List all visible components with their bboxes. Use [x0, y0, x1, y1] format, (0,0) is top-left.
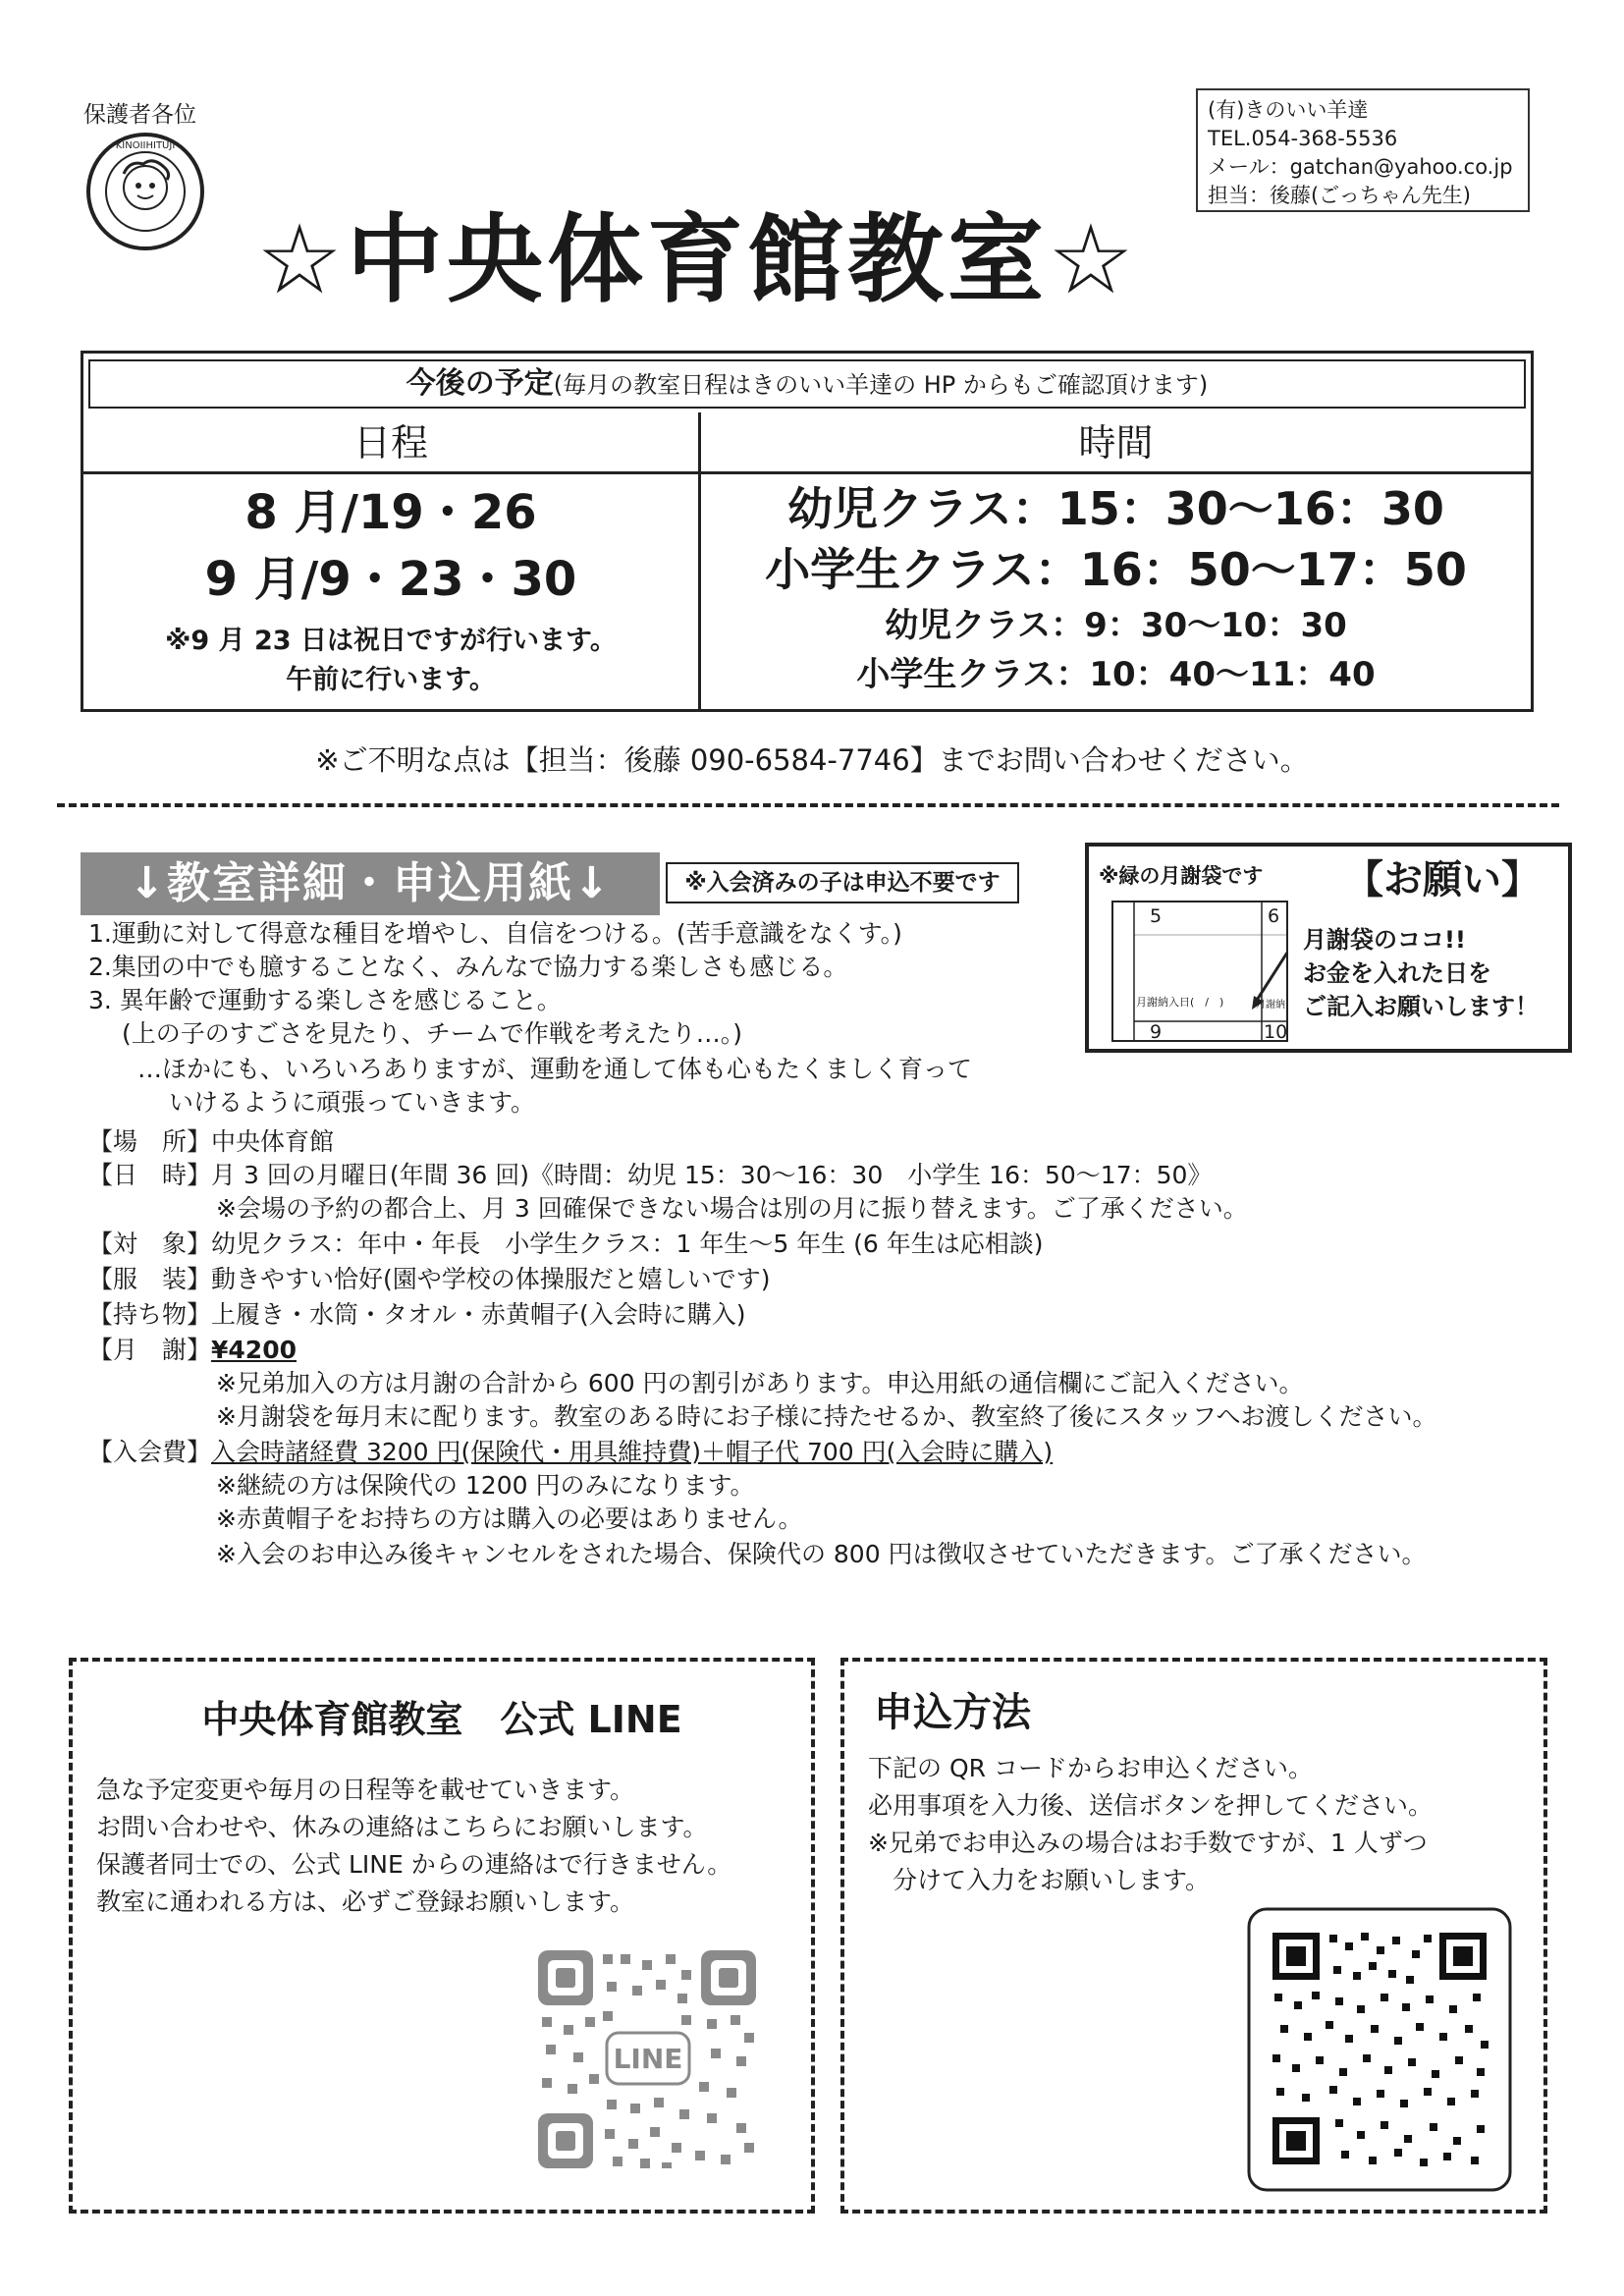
detail-label: 【月 謝】	[88, 1336, 212, 1364]
time-kindergarten-monday: 幼児クラス：15：30〜16：30	[787, 482, 1444, 535]
inquiry-note: ※ご不明な点は【担当：後藤 090-6584-7746】までお問い合わせください。	[315, 743, 1309, 777]
line-box-line-2: お問い合わせや、休みの連絡はこちらにお願いします。	[96, 1813, 708, 1841]
goal-3-detail: (上の子のすごさを見たり、チームで作戦を考えたり…。)	[122, 1019, 743, 1048]
line-qr-code[interactable]	[534, 1946, 760, 2172]
page-title: ☆中央体育館教室☆	[256, 204, 1138, 316]
detail-value: 上履き・水筒・タオル・赤黄帽子(入会時に購入)	[211, 1300, 746, 1329]
detail-target	[88, 1228, 1044, 1261]
detail-belongings	[88, 1298, 746, 1332]
application-box	[840, 1658, 1547, 2214]
detail-value: 幼児クラス：年中・年長 小学生クラス：1 年生〜5 年生 (6 年生は応相談)	[211, 1230, 1044, 1258]
addressee: 保護者各位	[83, 102, 196, 128]
time-kindergarten-holiday: 幼児クラス：9：30〜10：30	[885, 606, 1347, 645]
request-line-3: ご記入お願いします！	[1303, 993, 1539, 1020]
line-official-box	[69, 1658, 815, 2214]
application-qr-code[interactable]	[1247, 1907, 1512, 2192]
schedule-heading	[88, 359, 1526, 409]
schedule-note-2: 午前に行います。	[286, 665, 496, 695]
detail-datetime	[88, 1159, 1212, 1192]
details-banner-note: ※入会済みの子は申込不要です	[666, 862, 1019, 903]
request-line-1: 月謝袋のココ!!	[1303, 926, 1466, 954]
detail-enrollment-note-2: ※赤黄帽子をお持ちの方は購入の必要はありません。	[216, 1504, 803, 1533]
goal-2: 2.集団の中でも臆することなく、みんなで協力する楽しさも感じる。	[88, 953, 848, 981]
svg-text:KINOIIHITUJI: KINOIIHITUJI	[115, 140, 176, 151]
apply-box-line-3: ※兄弟でお申込みの場合はお手数ですが、1 人ずつ	[868, 1829, 1428, 1857]
envelope-cell-9: 9	[1150, 1021, 1163, 1043]
detail-label: 【場 所】	[88, 1127, 212, 1156]
detail-clothing	[88, 1263, 771, 1296]
request-line-2: お金を入れた日を	[1303, 959, 1491, 987]
details-banner: ↓教室詳細・申込用紙↓	[81, 852, 660, 915]
time-elementary-holiday: 小学生クラス：10：40〜11：40	[856, 655, 1376, 694]
apply-box-line-1: 下記の QR コードからお申込ください。	[868, 1754, 1313, 1782]
line-qr-label: LINE	[613, 2043, 683, 2075]
schedule-heading-note: (毎月の教室日程はきのいい羊達の HP からもご確認頂けます)	[553, 371, 1209, 399]
request-title: 【お願い】	[1344, 857, 1541, 902]
schedule-september: 9 月/9・23・30	[204, 552, 577, 607]
contact-company: (有)きのいい羊達	[1208, 98, 1369, 122]
line-box-text	[96, 1772, 731, 1921]
line-box-line-3: 保護者同士での、公式 LINE からの連絡はで行きません。	[96, 1850, 732, 1879]
detail-label: 【入会費】	[88, 1438, 212, 1466]
line-box-line-4: 教室に通われる方は、必ずご登録お願いします。	[96, 1887, 635, 1916]
detail-label: 【服 装】	[88, 1265, 212, 1293]
contact-person: 担当：後藤(ごっちゃん先生)	[1208, 184, 1471, 207]
detail-value: 入会時諸経費 3200 円(保険代・用具維持費)＋帽子代 700 円(入会時に購入)	[211, 1438, 1054, 1466]
detail-value: 動きやすい恰好(園や学校の体操服だと嬉しいです)	[211, 1265, 771, 1293]
goal-more-1: …ほかにも、いろいろありますが、運動を通して体も心もたくましく育って	[137, 1055, 973, 1083]
request-message	[1303, 923, 1539, 1023]
detail-label: 【日 時】	[88, 1161, 212, 1189]
apply-box-line-4: 分けて入力をお願いします。	[868, 1866, 1211, 1894]
detail-fee-note-2: ※月謝袋を毎月末に配ります。教室のある時にお子様に持たせるか、教室終了後にスタッフへお渡しください。	[216, 1402, 1437, 1431]
column-header-time: 時間	[1078, 421, 1154, 465]
goal-more-2: いけるように頑張っていきます。	[169, 1088, 536, 1117]
contact-tel: TEL.054-368-5536	[1208, 127, 1398, 150]
detail-label: 【対 象】	[88, 1230, 212, 1258]
detail-fee	[88, 1334, 297, 1367]
detail-enrollment-note-1: ※継続の方は保険代の 1200 円のみになります。	[216, 1471, 755, 1500]
detail-fee-note-1: ※兄弟加入の方は月謝の合計から 600 円の割引があります。申込用紙の通信欄にご記入ください。	[216, 1369, 1304, 1397]
detail-value: ¥4200	[211, 1336, 297, 1364]
column-header-date: 日程	[352, 421, 428, 465]
detail-value: 月 3 回の月曜日(年間 36 回)《時間：幼児 15：30〜16：30 小学生 16：50〜17：50》	[211, 1161, 1213, 1189]
line-box-title: 中央体育館教室 公式 LINE	[201, 1698, 682, 1741]
apply-box-text	[868, 1750, 1433, 1899]
detail-enrollment	[88, 1436, 1053, 1469]
company-logo	[84, 131, 206, 252]
cut-line	[57, 803, 1559, 807]
detail-enrollment-note-3: ※入会のお申込み後キャンセルをされた場合、保険代の 800 円は徴収させていただきます。ご了承ください。	[216, 1540, 1427, 1568]
envelope-date-field: 月謝納入日( / )	[1136, 996, 1224, 1009]
apply-box-line-2: 必用事項を入力後、送信ボタンを押してください。	[868, 1791, 1434, 1820]
apply-box-title: 申込方法	[874, 1690, 1031, 1735]
schedule-august: 8 月/19・26	[244, 485, 537, 540]
schedule-heading-bold: 今後の予定	[406, 366, 554, 401]
detail-place	[88, 1125, 334, 1159]
envelope-cell-6: 6	[1268, 905, 1280, 927]
envelope-cell-5: 5	[1150, 905, 1163, 927]
schedule-row-divider	[83, 471, 1531, 474]
contact-box	[1196, 88, 1530, 212]
schedule-note-1: ※9 月 23 日は祝日ですが行います。	[165, 626, 617, 656]
time-elementary-monday: 小学生クラス：16：50〜17：50	[765, 543, 1467, 596]
request-box	[1085, 843, 1572, 1053]
contact-mail: メール：gatchan@yahoo.co.jp	[1208, 155, 1513, 179]
goal-3: 3. 異年齢で運動する楽しさを感じること。	[88, 986, 562, 1014]
detail-value: 中央体育館	[211, 1127, 335, 1156]
detail-datetime-note: ※会場の予約の都合上、月 3 回確保できない場合は別の月に振り替えます。ご了承ください。	[216, 1194, 1248, 1223]
line-box-line-1: 急な予定変更や毎月の日程等を載せていきます。	[96, 1776, 635, 1804]
envelope-date-field-2: 月謝納	[1256, 1000, 1285, 1011]
detail-label: 【持ち物】	[88, 1300, 212, 1329]
request-caption: ※緑の月謝袋です	[1099, 864, 1264, 888]
envelope-illustration	[1099, 900, 1291, 1043]
envelope-cell-10: 10	[1264, 1021, 1288, 1043]
goal-1: 1.運動に対して得意な種目を増やし、自信をつける。(苦手意識をなくす。)	[88, 919, 902, 948]
